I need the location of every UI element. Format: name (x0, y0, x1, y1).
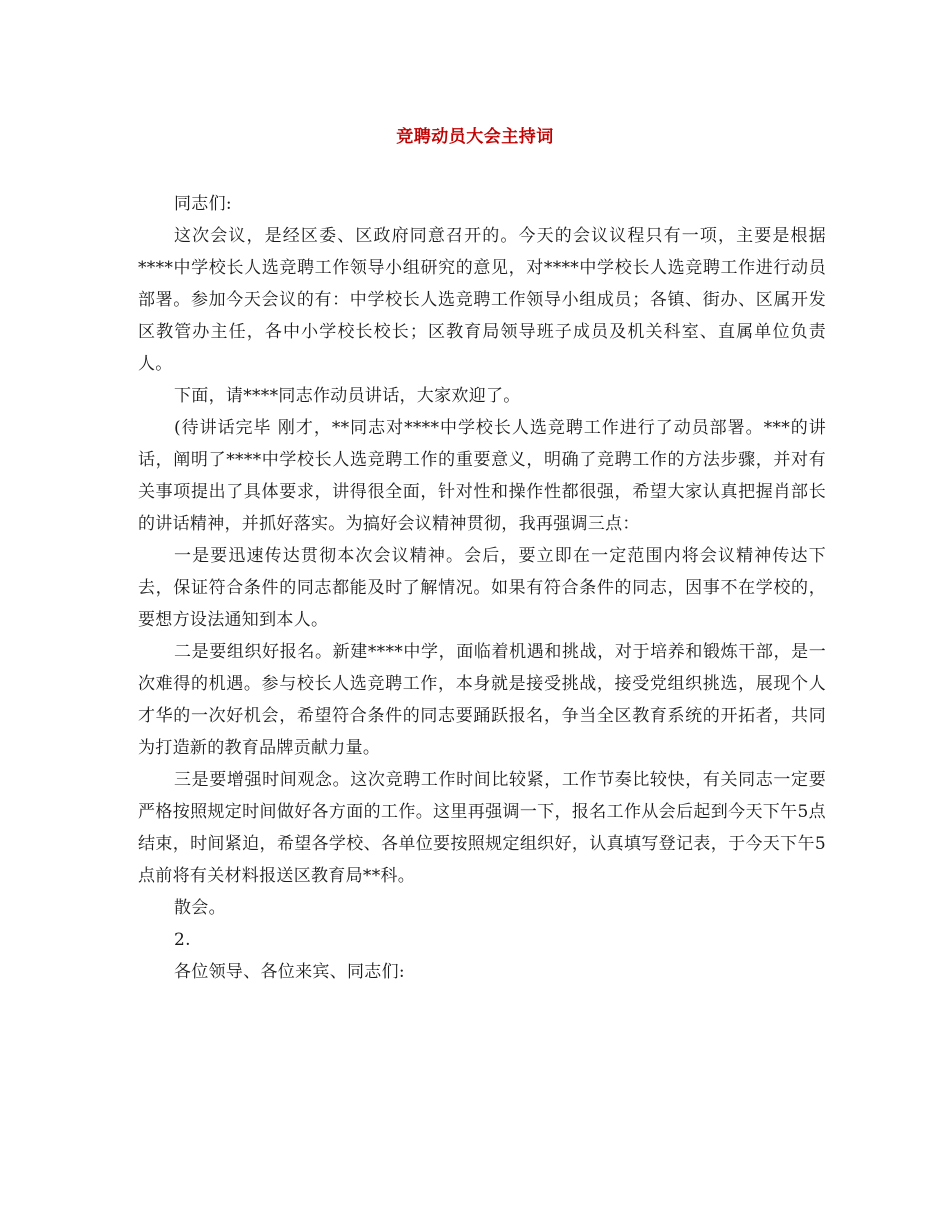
paragraph: 同志们: (174, 194, 232, 214)
paragraph: (待讲话完毕 刚才，**同志对****中学校长人选竞聘工作进行了动员部署。***的讲话，阐明了****中学校长人选竞聘工作的重要意义，明确了竞聘工作的方法步骤，并对有关事项提出了具体要求，讲得很全面，针对性和操作性都很强，希望大家认真把握肖部长的讲话精神，并抓好落实。为搞好会议精神贯彻，我再强调三点： (138, 418, 826, 534)
document-title: 竞聘动员大会主持词 (396, 127, 554, 147)
paragraph: 一是要迅速传达贯彻本次会议精神。会后，要立即在一定范围内将会议精神传达下去，保证符合条件的同志都能及时了解情况。如果有符合条件的同志，因事不在学校的，要想方设法通知到本人。 (138, 546, 826, 630)
paragraph: 二是要组织好报名。新建****中学，面临着机遇和挑战，对于培养和锻炼干部，是一次难得的机遇。参与校长人选竞聘工作，本身就是接受挑战，接受党组织挑选，展现个人才华的一次好机会，希望符合条件的同志要踊跃报名，争当全区教育系统的开拓者，共同为打造新的教育品牌贡献力量。 (138, 642, 826, 758)
paragraph: 散会。 (174, 898, 226, 918)
paragraph: 这次会议，是经区委、区政府同意召开的。今天的会议议程只有一项，主要是根据****中学校长人选竞聘工作领导小组研究的意见，对****中学校长人选竞聘工作进行动员部署。参加今天会议的有：中学校长人选竞聘工作领导小组成员；各镇、街办、区属开发区教管办主任，各中小学校长校长；区教育局领导班子成员及机关科室、直属单位负责人。 (138, 226, 826, 374)
document-body (138, 188, 826, 988)
paragraph: 三是要增强时间观念。这次竞聘工作时间比较紧，工作节奏比较快，有关同志一定要严格按照规定时间做好各方面的工作。这里再强调一下，报名工作从会后起到今天下午5点结束，时间紧迫，希望各学校、各单位要按照规定组织好，认真填写登记表，于今天下午5点前将有关材料报送区教育局**科。 (138, 770, 826, 886)
paragraph: 2. (174, 930, 191, 950)
paragraph: 下面，请****同志作动员讲话，大家欢迎了。 (174, 386, 521, 406)
paragraph: 各位领导、各位来宾、同志们: (174, 962, 405, 982)
